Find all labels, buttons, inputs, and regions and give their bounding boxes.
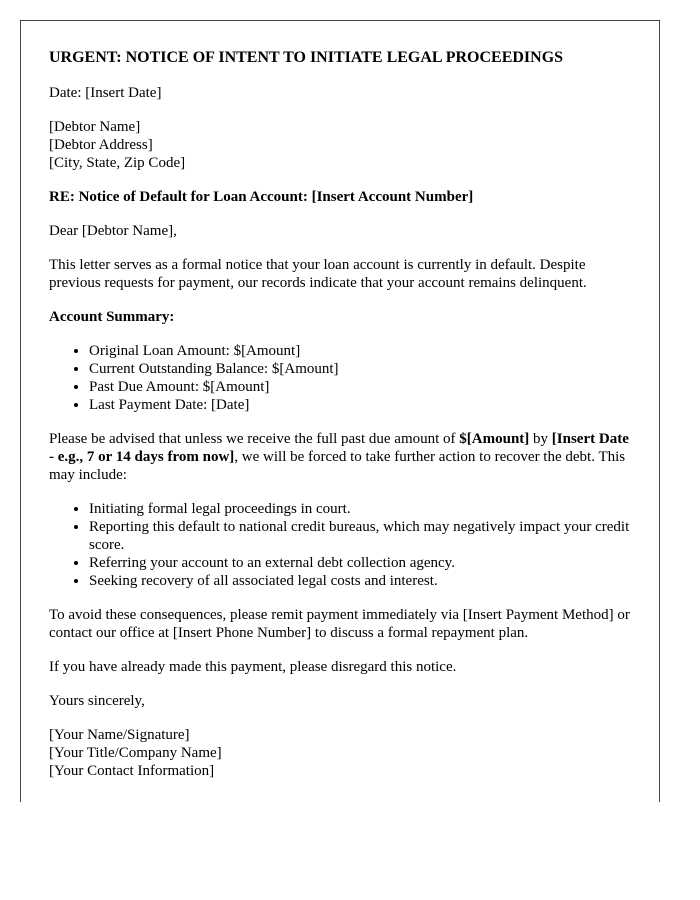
closing: Yours sincerely, [49, 693, 145, 709]
recipient-block [49, 118, 631, 172]
advice-text-end: , we will be forced to take further action to recover the debt. This may include: [49, 449, 626, 483]
list-item: • Seeking recovery of all associated legal costs and interest. [89, 572, 631, 590]
intro-paragraph: This letter serves as a formal notice that your loan account is currently in default. Despite previous requests for payment, our records indicate that your account remains delinquent. [49, 257, 587, 291]
list-item: • Reporting this default to national credit bureaus, which may negatively impact your credit score. [89, 518, 631, 554]
debtor-address: [Debtor Address] [49, 137, 153, 153]
signature-name: [Your Name/Signature] [49, 727, 190, 743]
debtor-name: [Debtor Name] [49, 119, 141, 135]
account-summary-list [49, 342, 631, 414]
signature-title: [Your Title/Company Name] [49, 745, 222, 761]
letter-page [20, 20, 660, 802]
actions-list [49, 500, 631, 590]
deadline-date: [Insert Date - e.g., 7 or 14 days from now] [49, 431, 629, 465]
past-due-amount: $[Amount] [459, 431, 530, 447]
list-item: • Initiating formal legal proceedings in court. [89, 500, 631, 518]
salutation: Dear [Debtor Name], [49, 223, 177, 239]
signature-block [49, 726, 631, 780]
advice-paragraph [49, 430, 631, 484]
debtor-city-state-zip: [City, State, Zip Code] [49, 155, 186, 171]
advice-text-by: by [529, 431, 552, 447]
disregard-paragraph: If you have already made this payment, please disregard this notice. [49, 659, 457, 675]
list-item: • Current Outstanding Balance: $[Amount] [89, 360, 631, 378]
re-line: RE: Notice of Default for Loan Account: [Insert Account Number] [49, 189, 474, 205]
date-line: Date: [Insert Date] [49, 85, 162, 101]
list-item: • Original Loan Amount: $[Amount] [89, 342, 631, 360]
signature-contact: [Your Contact Information] [49, 763, 215, 779]
avoid-paragraph: To avoid these consequences, please remit payment immediately via [Insert Payment Method] or contact our office at [Insert Phone Number] to discuss a formal repayment plan. [49, 607, 630, 641]
list-item: • Last Payment Date: [Date] [89, 396, 631, 414]
advice-text-start: Please be advised that unless we receive the full past due amount of [49, 431, 460, 447]
list-item: • Referring your account to an external debt collection agency. [89, 554, 631, 572]
letter-title: URGENT: NOTICE OF INTENT TO INITIATE LEGAL PROCEEDINGS [49, 49, 564, 66]
list-item: • Past Due Amount: $[Amount] [89, 378, 631, 396]
account-summary-title: Account Summary: [49, 309, 175, 325]
